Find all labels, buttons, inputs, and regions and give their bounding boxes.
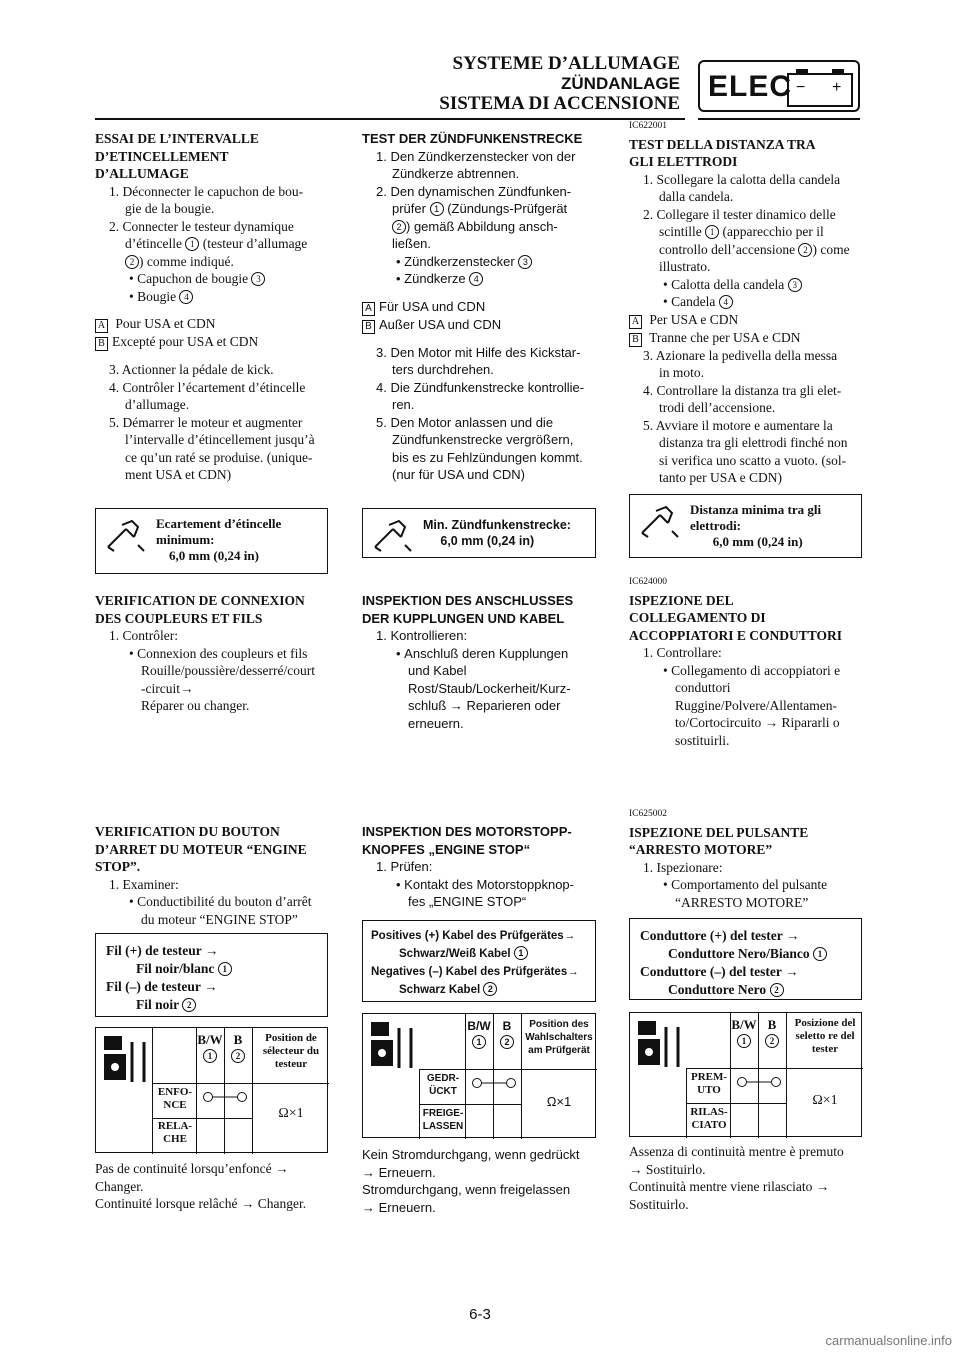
range-omega: Ω×1 bbox=[278, 1106, 304, 1121]
note-b: B Außer USA und CDN bbox=[362, 316, 598, 334]
note-a: A Pour USA et CDN bbox=[95, 315, 330, 333]
heading-stop-it: ISPEZIONE DEL PULSANTE “ARRESTO MOTORE” bbox=[629, 824, 809, 857]
range-omega: Ω×1 bbox=[546, 1094, 572, 1109]
continuity-table-it: B/W 1 B 2 Posizione del seletto re del tester PREM- UTO RILAS- CIATO Ω×1 bbox=[629, 1012, 862, 1137]
heading-connection-de: INSPEKTION DES ANSCHLUSSES DER KUPPLUNGEN UND KABEL bbox=[362, 593, 574, 626]
bullet: • Conductibilité du bouton d’arrêt bbox=[129, 894, 312, 909]
row-pushed-label: PREM- UTO bbox=[690, 1071, 728, 1096]
step: 3. Den Motor mit Hilfe des Kickstar- ters durchdrehen. bbox=[376, 344, 581, 377]
spec-text: Min. Zündfunkenstrecke: 6,0 mm (0,24 in) bbox=[423, 518, 571, 548]
column-fr-notes: Pas de continuité lorsqu’enfoncé → Changer. Continuité lorsque relâché → Changer. bbox=[95, 1161, 307, 1211]
column-de-connection bbox=[362, 592, 598, 732]
step: 2. Connecter le testeur dynamique d’étincelle 1 (testeur d’allumage 2 ) comme indiqué. bbox=[109, 218, 308, 269]
heading-connection-it: ISPEZIONE DEL COLLEGAMENTO DI ACCOPPIATORI E CONDUTTORI bbox=[629, 592, 843, 643]
bullet-cont: fes „ENGINE STOP“ bbox=[408, 894, 527, 909]
section-code: IC625002 bbox=[629, 809, 667, 819]
row-released-label: FREIGE- LASSEN bbox=[422, 1108, 464, 1132]
header-fr: SYSTEME D’ALLUMAGE bbox=[452, 53, 680, 74]
heading-stop-fr: VERIFICATION DU BOUTON D’ARRET DU MOTEUR “ENGINE STOP”. bbox=[95, 824, 307, 874]
heading-stop-de: INSPEKTION DES MOTORSTOPP- KNOPFES „ENGINE STOP“ bbox=[362, 824, 572, 857]
spec-box-it bbox=[629, 494, 862, 558]
note-a: A Für USA und CDN bbox=[362, 298, 598, 316]
step: 1. Controllare: bbox=[643, 645, 722, 660]
range-omega: Ω×1 bbox=[812, 1093, 838, 1108]
wrench-spec-icon bbox=[104, 517, 148, 553]
bullet-cont: und Kabel Rost/Staub/Lockerheit/Kurz- schluß → Reparieren oder erneuern. bbox=[408, 663, 571, 731]
header-de: ZÜNDANLAGE bbox=[561, 74, 680, 93]
spec-box-de bbox=[362, 508, 596, 558]
column-de-notes: Kein Stromdurchgang, wenn gedrückt → Erneuern. Stromdurchgang, wenn freigelassen → Erneuern. bbox=[362, 1147, 580, 1215]
column-fr-stop bbox=[95, 823, 330, 928]
heading-connection-fr: VERIFICATION DE CONNEXION DES COUPLEURS ET FILS bbox=[95, 593, 305, 626]
selector-position-label: Posizione del seletto re del tester bbox=[794, 1017, 856, 1055]
step: 1. Prüfen: bbox=[376, 859, 433, 874]
column-it bbox=[629, 118, 864, 487]
step: 1. Scollegare la calotta della candela dalla candela. bbox=[643, 171, 841, 204]
step: 4. Contrôler l’écartement d’étincelle d’allumage. bbox=[109, 379, 306, 412]
selector-position-label: Position des Wahlschalters am Prüfgerät bbox=[525, 1019, 593, 1056]
note-b: B Tranne che per USA e CDN bbox=[629, 329, 864, 347]
spec-text: Distanza minima tra gli elettrodi: 6,0 mm (0,24 in) bbox=[690, 502, 822, 549]
bullet: • Candela 4 bbox=[629, 293, 864, 311]
note-b: B Excepté pour USA et CDN bbox=[95, 333, 330, 351]
watermark: carmanualsonline.info bbox=[825, 1333, 952, 1348]
wrench-spec-icon bbox=[638, 503, 682, 539]
step: 2. Den dynamischen Zündfunken- prüfer 1 (Zündungs-Prüfgerät 2 ) gemäß Abbildung ansch- ließen. bbox=[376, 183, 572, 251]
heading-spark-test-de: TEST DER ZÜNDFUNKENSTRECKE bbox=[362, 131, 583, 146]
heading-spark-test-it: TEST DELLA DISTANZA TRA GLI ELETTRODI bbox=[629, 136, 816, 169]
step: 1. Den Zündkerzenstecker von der Zündkerze abtrennen. bbox=[376, 148, 576, 181]
elec-badge bbox=[698, 60, 860, 112]
tester-box-it: Conduttore (+) del tester → Conduttore Nero/Bianco 1 Conduttore (–) del tester → Conduttore Nero 2 bbox=[629, 918, 862, 1000]
wrench-spec-icon bbox=[371, 517, 415, 553]
column-it-stop bbox=[629, 806, 864, 911]
bullet-cont: “ARRESTO MOTORE” bbox=[675, 894, 809, 910]
column-it-notes: Assenza di continuità mentre è premuto → Sostituirlo. Continuità mentre viene rilasciato → Sostituirlo. bbox=[629, 1144, 844, 1212]
continuity-table-de: B/W 1 B 2 Position des Wahlschalters am Prüfgerät GEDR- ÜCKT FREIGE- LASSEN Ω×1 bbox=[362, 1013, 596, 1138]
step: 1. Ispezionare: bbox=[643, 859, 723, 875]
bullet: • Collegamento di accoppiatori e bbox=[663, 662, 841, 678]
row-pushed-label: GEDR- ÜCKT bbox=[426, 1073, 460, 1097]
bullet-cont: conduttori Ruggine/Polvere/Allentamen- to/Cortocircuito → Ripararli o sostituirli. bbox=[675, 680, 840, 748]
column-de bbox=[362, 130, 598, 484]
continuity-mark bbox=[200, 1090, 250, 1104]
bullet: • Anschluß deren Kupplungen bbox=[396, 645, 569, 661]
section-code: IC624000 bbox=[629, 577, 667, 587]
column-de-stop bbox=[362, 823, 598, 911]
tester-box-fr: Fil (+) de testeur → Fil noir/blanc 1 Fil (–) de testeur → Fil noir 2 bbox=[95, 933, 328, 1017]
step: 4. Die Zündfunkenstrecke kontrollie- ren. bbox=[376, 379, 585, 412]
step: 1. Déconnecter le capuchon de bou- gie de la bougie. bbox=[109, 183, 304, 216]
row-released-label: RELA- CHE bbox=[157, 1120, 193, 1145]
tester-icon bbox=[102, 1034, 154, 1086]
spec-text: Ecartement d’étincelle minimum: 6,0 mm (0,24 in) bbox=[156, 516, 282, 563]
bullet-cont: Rouille/poussière/desserré/court -circuit→ Réparer ou changer. bbox=[141, 663, 315, 713]
bullet-cont: du moteur “ENGINE STOP” bbox=[141, 911, 298, 927]
bullet: • Calotta della candela 3 bbox=[629, 276, 864, 294]
step: 3. Azionare la pedivella della messa in moto. bbox=[643, 347, 838, 380]
note-a: A Per USA e CDN bbox=[629, 311, 864, 329]
step: 1. Examiner: bbox=[109, 876, 179, 892]
column-fr-connection bbox=[95, 592, 330, 715]
bullet: • Connexion des coupleurs et fils bbox=[129, 645, 308, 661]
bullet: • Kontakt des Motorstoppknop- bbox=[396, 876, 574, 892]
selector-position-label: Position de sélecteur du testeur bbox=[262, 1032, 320, 1070]
header-it: SISTEMA DI ACCENSIONE bbox=[439, 93, 680, 114]
column-fr bbox=[95, 130, 330, 484]
column-it-connection bbox=[629, 574, 864, 749]
tester-box-de: Positives (+) Kabel des Prüfgerätes→ Schwarz/Weiß Kabel 1 Negatives (–) Kabel des Prüfgerätes→ Schwarz Kabel 2 bbox=[362, 920, 596, 1002]
bullet: • Zündkerzenstecker 3 bbox=[362, 253, 598, 271]
step: 2. Collegare il tester dinamico delle scintille 1 (apparecchio per il controllo dell’accensione 2 ) come illustrato. bbox=[643, 206, 850, 274]
heading-spark-test-fr: ESSAI DE L’INTERVALLE D’ETINCELLEMENT D’ALLUMAGE bbox=[95, 131, 259, 181]
step: 1. Contrôler: bbox=[109, 628, 178, 643]
bullet: • Bougie 4 bbox=[95, 288, 330, 306]
battery-icon bbox=[786, 66, 856, 108]
step: 1. Kontrollieren: bbox=[376, 628, 468, 643]
row-pushed-label: ENFO- NCE bbox=[157, 1086, 193, 1111]
elec-badge-label: ELEC bbox=[708, 70, 793, 103]
page-number: 6-3 bbox=[469, 1306, 491, 1323]
section-header bbox=[439, 54, 680, 114]
bullet: • Comportamento del pulsante bbox=[663, 877, 828, 892]
section-code: IC622001 bbox=[629, 121, 667, 131]
row-released-label: RILAS- CIATO bbox=[690, 1106, 728, 1131]
step: 5. Avviare il motore e aumentare la distanza tra gli elettrodi finché non si verifica uno scatto a vuoto. (sol- tanto per USA e CDN) bbox=[643, 417, 848, 485]
header-rule bbox=[95, 118, 685, 120]
bullet: • Capuchon de bougie 3 bbox=[95, 270, 330, 288]
svg-text:+: + bbox=[832, 79, 842, 96]
step: 5. Démarrer le moteur et augmenter l’intervalle d’étincellement jusqu’à ce qu’un raté se produise. (unique- ment USA et CDN) bbox=[109, 414, 315, 482]
step: 3. Actionner la pédale de kick. bbox=[109, 362, 274, 377]
continuity-table-fr: B/W 1 B 2 Position de sélecteur du testeur ENFO- NCE RELA- CHE Ω×1 bbox=[95, 1027, 328, 1153]
svg-text:−: − bbox=[796, 79, 806, 96]
spec-box-fr bbox=[95, 508, 328, 574]
bullet: • Zündkerze 4 bbox=[362, 270, 598, 288]
tester-icon bbox=[636, 1019, 688, 1071]
continuity-mark bbox=[469, 1076, 519, 1090]
step: 4. Controllare la distanza tra gli elet- trodi dell’accensione. bbox=[643, 382, 842, 415]
tester-icon bbox=[369, 1020, 421, 1072]
step: 5. Den Motor anlassen und die Zündfunkenstrecke vergrößern, bis es zu Fehlzündungen kommt. (nur für USA und CDN) bbox=[376, 414, 583, 482]
continuity-mark bbox=[734, 1075, 784, 1089]
